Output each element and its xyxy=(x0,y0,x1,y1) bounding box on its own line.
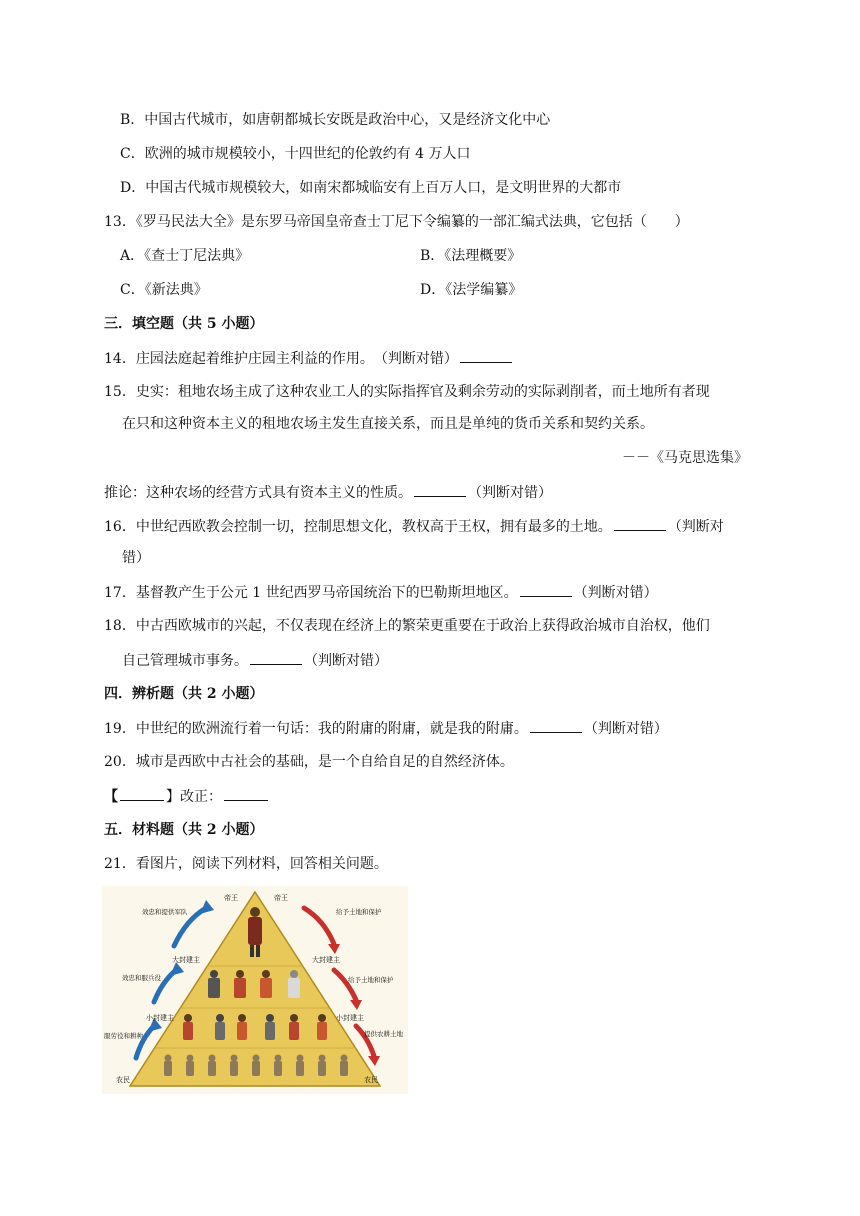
q15-answer-blank[interactable] xyxy=(414,482,466,497)
left-label-0: 效忠和提供军队 xyxy=(142,909,188,916)
q15-inference xyxy=(104,482,552,503)
q19-answer-blank[interactable] xyxy=(530,718,582,733)
rank-right-3: 农民 xyxy=(364,1077,378,1084)
q15-judge-label: （判断对错） xyxy=(468,485,552,501)
right-label-0: 给予土地和保护 xyxy=(336,909,382,916)
q20-text: 20．城市是西欧中古社会的基础，是一个自给自足的自然经济体。 xyxy=(104,754,514,770)
q16-text: 16．中世纪西欧教会控制一切，控制思想文化，教权高于王权，拥有最多的土地。 xyxy=(104,519,612,535)
q17-answer-blank[interactable] xyxy=(520,582,572,597)
q13-option-c: C．《新法典》 xyxy=(120,282,208,298)
q14-text: 14．庄园法庭起着维护庄园主利益的作用。 （判断对错） xyxy=(104,351,458,367)
q20-correction xyxy=(104,786,270,807)
q18-line1: 18．中古西欧城市的兴起，不仅表现在经济上的繁荣更重要在于政治上获得政治城市自治权，他们 xyxy=(104,618,710,634)
q17-text: 17．基督教产生于公元 1 世纪西罗马帝国统治下的巴勒斯坦地区。 xyxy=(104,585,518,601)
q18-text: 自己管理城市事务。 xyxy=(122,653,248,669)
q15-line2: 在只和这种资本主义的租地农场主发生直接关系，而且是单纯的货币关系和契约关系。 xyxy=(122,416,654,432)
q15-source: －－《马克思选集》 xyxy=(622,450,748,466)
q20-bracket-open: 【 xyxy=(104,789,118,805)
q13-option-d: D．《法学编纂》 xyxy=(420,282,523,298)
rank-left-2: 小封建主 xyxy=(146,1015,174,1022)
section5-title: 五．材料题（共 2 小题） xyxy=(104,822,264,838)
q17-judge-label: （判断对错） xyxy=(573,585,658,601)
q16-judge-label: （判断对 xyxy=(667,519,724,535)
q13-option-a: A．《查士丁尼法典》 xyxy=(120,248,250,264)
q12-option-c: C．欧洲的城市规模较小，十四世纪的伦敦约有 4 万人口 xyxy=(120,146,471,162)
left-label-2: 服劳役和耕种 xyxy=(104,1033,143,1040)
section3-title: 三．填空题（共 5 小题） xyxy=(104,316,264,332)
q12-option-d: D．中国古代城市规模较大，如南宋都城临安有上百万人口，是文明世界的大都市 xyxy=(120,180,622,196)
q20-correction-blank[interactable] xyxy=(224,786,268,801)
q15-inference-text: 推论：这种农场的经营方式具有资本主义的性质。 xyxy=(104,485,412,501)
q18-judge-label: （判断对错） xyxy=(304,653,388,669)
q13-stem: 13．《罗马民法大全》是东罗马帝国皇帝查士丁尼下令编纂的一部汇编式法典，它包括（ ） xyxy=(104,214,689,230)
rank-left-0: 帝王 xyxy=(224,895,238,902)
q20-judge-blank[interactable] xyxy=(120,786,164,801)
rank-right-0: 帝王 xyxy=(274,895,288,902)
rank-right-2: 小封建主 xyxy=(336,1015,364,1022)
q21-stem: 21．看图片，阅读下列材料，回答相关问题。 xyxy=(104,856,388,872)
q14 xyxy=(104,348,514,369)
left-label-1: 效忠和服兵役 xyxy=(122,975,161,982)
q12-option-b: B．中国古代城市，如唐朝都城长安既是政治中心，又是经济文化中心 xyxy=(120,112,551,128)
peasant-figures xyxy=(164,1055,348,1077)
q18-answer-blank[interactable] xyxy=(250,650,302,665)
q16-answer-blank[interactable] xyxy=(614,516,666,531)
q14-answer-blank[interactable] xyxy=(460,348,512,363)
q18-line2 xyxy=(122,650,388,671)
rank-right-1: 大封建主 xyxy=(312,957,340,964)
feudal-pyramid-figure xyxy=(102,886,408,1094)
q20-correction-label: 】改正： xyxy=(166,789,222,805)
rank-left-3: 农民 xyxy=(116,1077,130,1084)
q16-line2: 错） xyxy=(122,550,150,566)
q19-judge-label: （判断对错） xyxy=(583,721,668,737)
right-label-1: 给予土地和保护 xyxy=(348,977,394,984)
q16-line1 xyxy=(104,516,724,537)
q19-text: 19．中世纪的欧洲流行着一句话：我的附庸的附庸，就是我的附庸。 xyxy=(104,721,528,737)
q15-line1: 15．史实：租地农场主成了这种农业工人的实际指挥官及剩余劳动的实际剥削者，而土地所有者现 xyxy=(104,384,710,400)
section4-title: 四．辨析题（共 2 小题） xyxy=(104,686,264,702)
q17 xyxy=(104,582,658,603)
rank-left-1: 大封建主 xyxy=(172,957,200,964)
right-label-2: 提供农耕土地 xyxy=(364,1031,403,1038)
q13-option-b: B．《法理概要》 xyxy=(420,248,522,264)
q19 xyxy=(104,718,668,739)
